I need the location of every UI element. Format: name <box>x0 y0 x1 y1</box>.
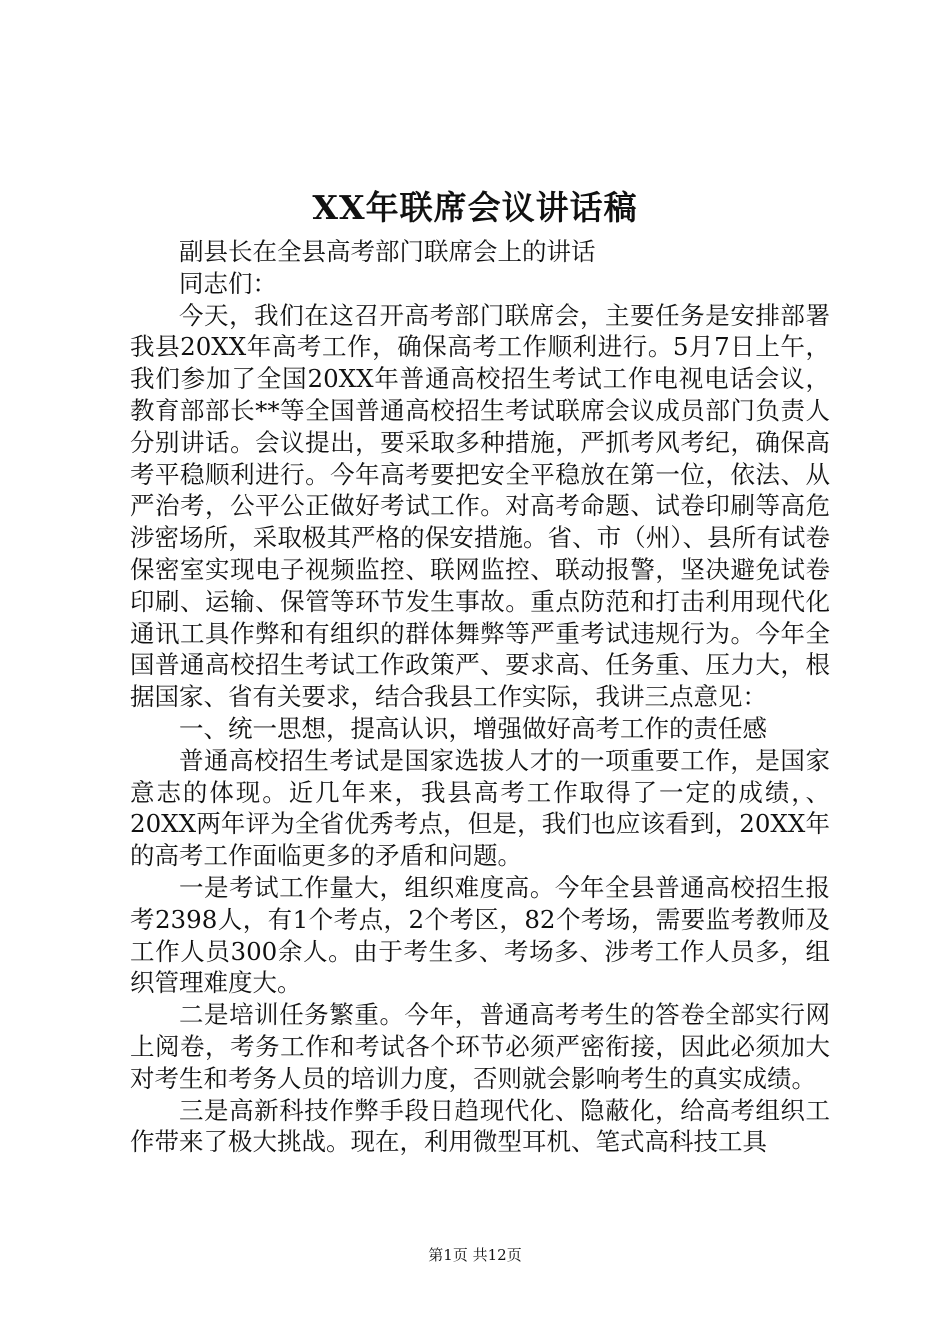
speech-subtitle: 副县长在全县高考部门联席会上的讲话 <box>179 237 596 266</box>
paragraph-section-1: 普通高校招生考试是国家选拔人才的一项重要工作，是国家意志的体现。近几年来，我县高考工作取得了一定的成绩，、20XX两年评为全省优秀考点，但是，我们也应该看到，20XX年的高考工作面临更多的矛盾和问题。 <box>130 745 830 871</box>
salutation: 同志们： <box>179 268 277 298</box>
document-title: XX年联席会议讲话稿 <box>312 188 638 227</box>
paragraph-point-2: 二是培训任务繁重。今年，普通高考考生的答卷全部实行网上阅卷，考务工作和考试各个环节必须严密衔接，因此必须加大对考生和考务人员的培训力度，否则就会影响考生的真实成绩。 <box>130 1000 830 1093</box>
section-heading-1: 一、统一思想，提高认识，增强做好高考工作的责任感 <box>179 713 767 743</box>
paragraph-point-3: 三是高新科技作弊手段日趋现代化、隐蔽化，给高考组织工作带来了极大挑战。现在，利用微型耳机、笔式高科技工具 <box>130 1095 830 1157</box>
paragraph-point-1: 一是考试工作量大，组织难度高。今年全县普通高校招生报考2398人，有1个考点，2个考区，82个考场，需要监考教师及工作人员300余人。由于考生多、考场多、涉考工作人员多，组织管理难度大。 <box>130 872 830 998</box>
paragraph-intro: 今天，我们在这召开高考部门联席会，主要任务是安排部署我县20XX年高考工作，确保高考工作顺利进行。5月7日上午，我们参加了全国20XX年普通高校招生考试工作电视电话会议，教育部部长**等全国普通高校招生考试联席会议成员部门负责人分别讲话。会议提出，要采取多种措施，严抓考风考纪，确保高考平稳顺利进行。今年高考要把安全平稳放在第一位，依法、从严治考，公平公正做好考试工作。对高考命题、试卷印刷等高危涉密场所，采取极其严格的保安措施。省、市（州）、县所有试卷保密室实现电子视频监控、联网监控、联动报警，坚决避免试卷印刷、运输、保管等环节发生事故。重点防范和打击利用现代化通讯工具作弊和有组织的群体舞弊等严重考试违规行为。今年全国普通高校招生考试工作政策严、要求高、任务重、压力大，根据国家、省有关要求，结合我县工作实际，我讲三点意见： <box>130 300 830 712</box>
document-body <box>130 236 830 1158</box>
page-number-footer: 第1页 共12页 <box>428 1246 522 1264</box>
